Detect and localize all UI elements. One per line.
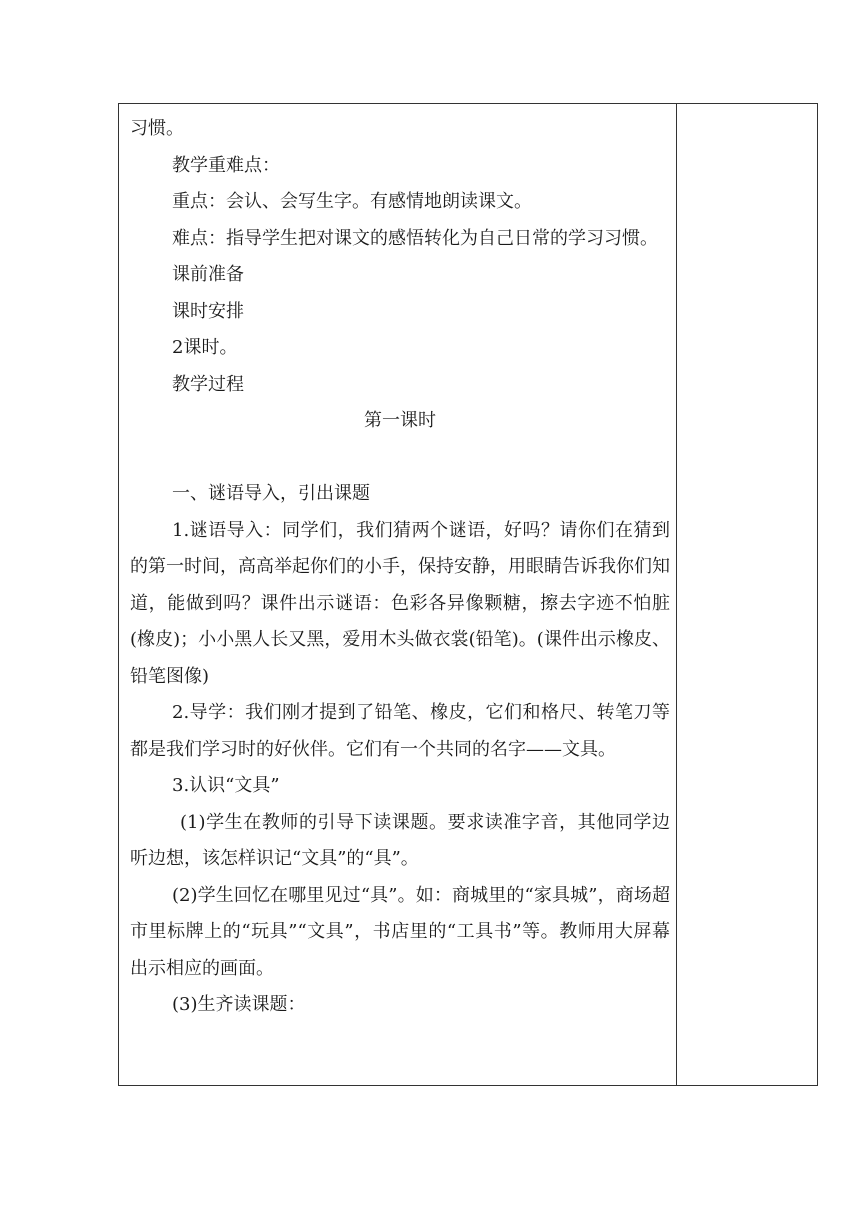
paragraph: (1)学生在教师的引导下读课题。要求读准字音，其他同学边听边想，该怎样识记“文具”的“具”。 xyxy=(130,811,670,869)
paragraph: 1.谜语导入：同学们，我们猜两个谜语，好吗？请你们在猜到的第一时间，高高举起你们的小手，保持安静，用眼睛告诉我你们知道，能做到吗？课件出示谜语：色彩各异像颗糖，擦去字迹不怕脏(橡皮)；小小黑人长又黑，爱用木头做衣裳(铅笔)。(课件出示橡皮、铅笔图像) xyxy=(130,519,670,687)
paragraph: (2)学生回忆在哪里见过“具”。如：商城里的“家具城”，商场超市里标牌上的“玩具”“文具”，书店里的“工具书”等。教师用大屏幕出示相应的画面。 xyxy=(130,884,670,979)
paragraph: 难点：指导学生把对课文的感悟转化为自己日常的学习习惯。 xyxy=(172,227,658,249)
section-heading: 教学过程 xyxy=(172,373,244,395)
section-heading: 一、谜语导入，引出课题 xyxy=(172,483,370,504)
paragraph: 2课时。 xyxy=(172,337,238,358)
section-heading: 课前准备 xyxy=(172,264,244,285)
paragraph: 2.导学：我们刚才提到了铅笔、橡皮，它们和格尺、转笔刀等都是我们学习时的好伙伴。它们有一个共同的名字——文具。 xyxy=(130,702,670,760)
paragraph: 3.认识“文具” xyxy=(172,775,280,796)
blank-line xyxy=(130,440,670,477)
notes-column xyxy=(677,104,817,1085)
lesson-content xyxy=(130,111,670,1024)
paragraph: (3)生齐读课题： xyxy=(172,994,306,1015)
section-heading: 课时安排 xyxy=(172,300,244,322)
paragraph: 习惯。 xyxy=(130,118,184,139)
section-heading: 教学重难点： xyxy=(172,154,280,176)
lesson-period-title: 第一课时 xyxy=(364,410,436,431)
paragraph: 重点：会认、会写生字。有感情地朗读课文。 xyxy=(172,191,532,212)
